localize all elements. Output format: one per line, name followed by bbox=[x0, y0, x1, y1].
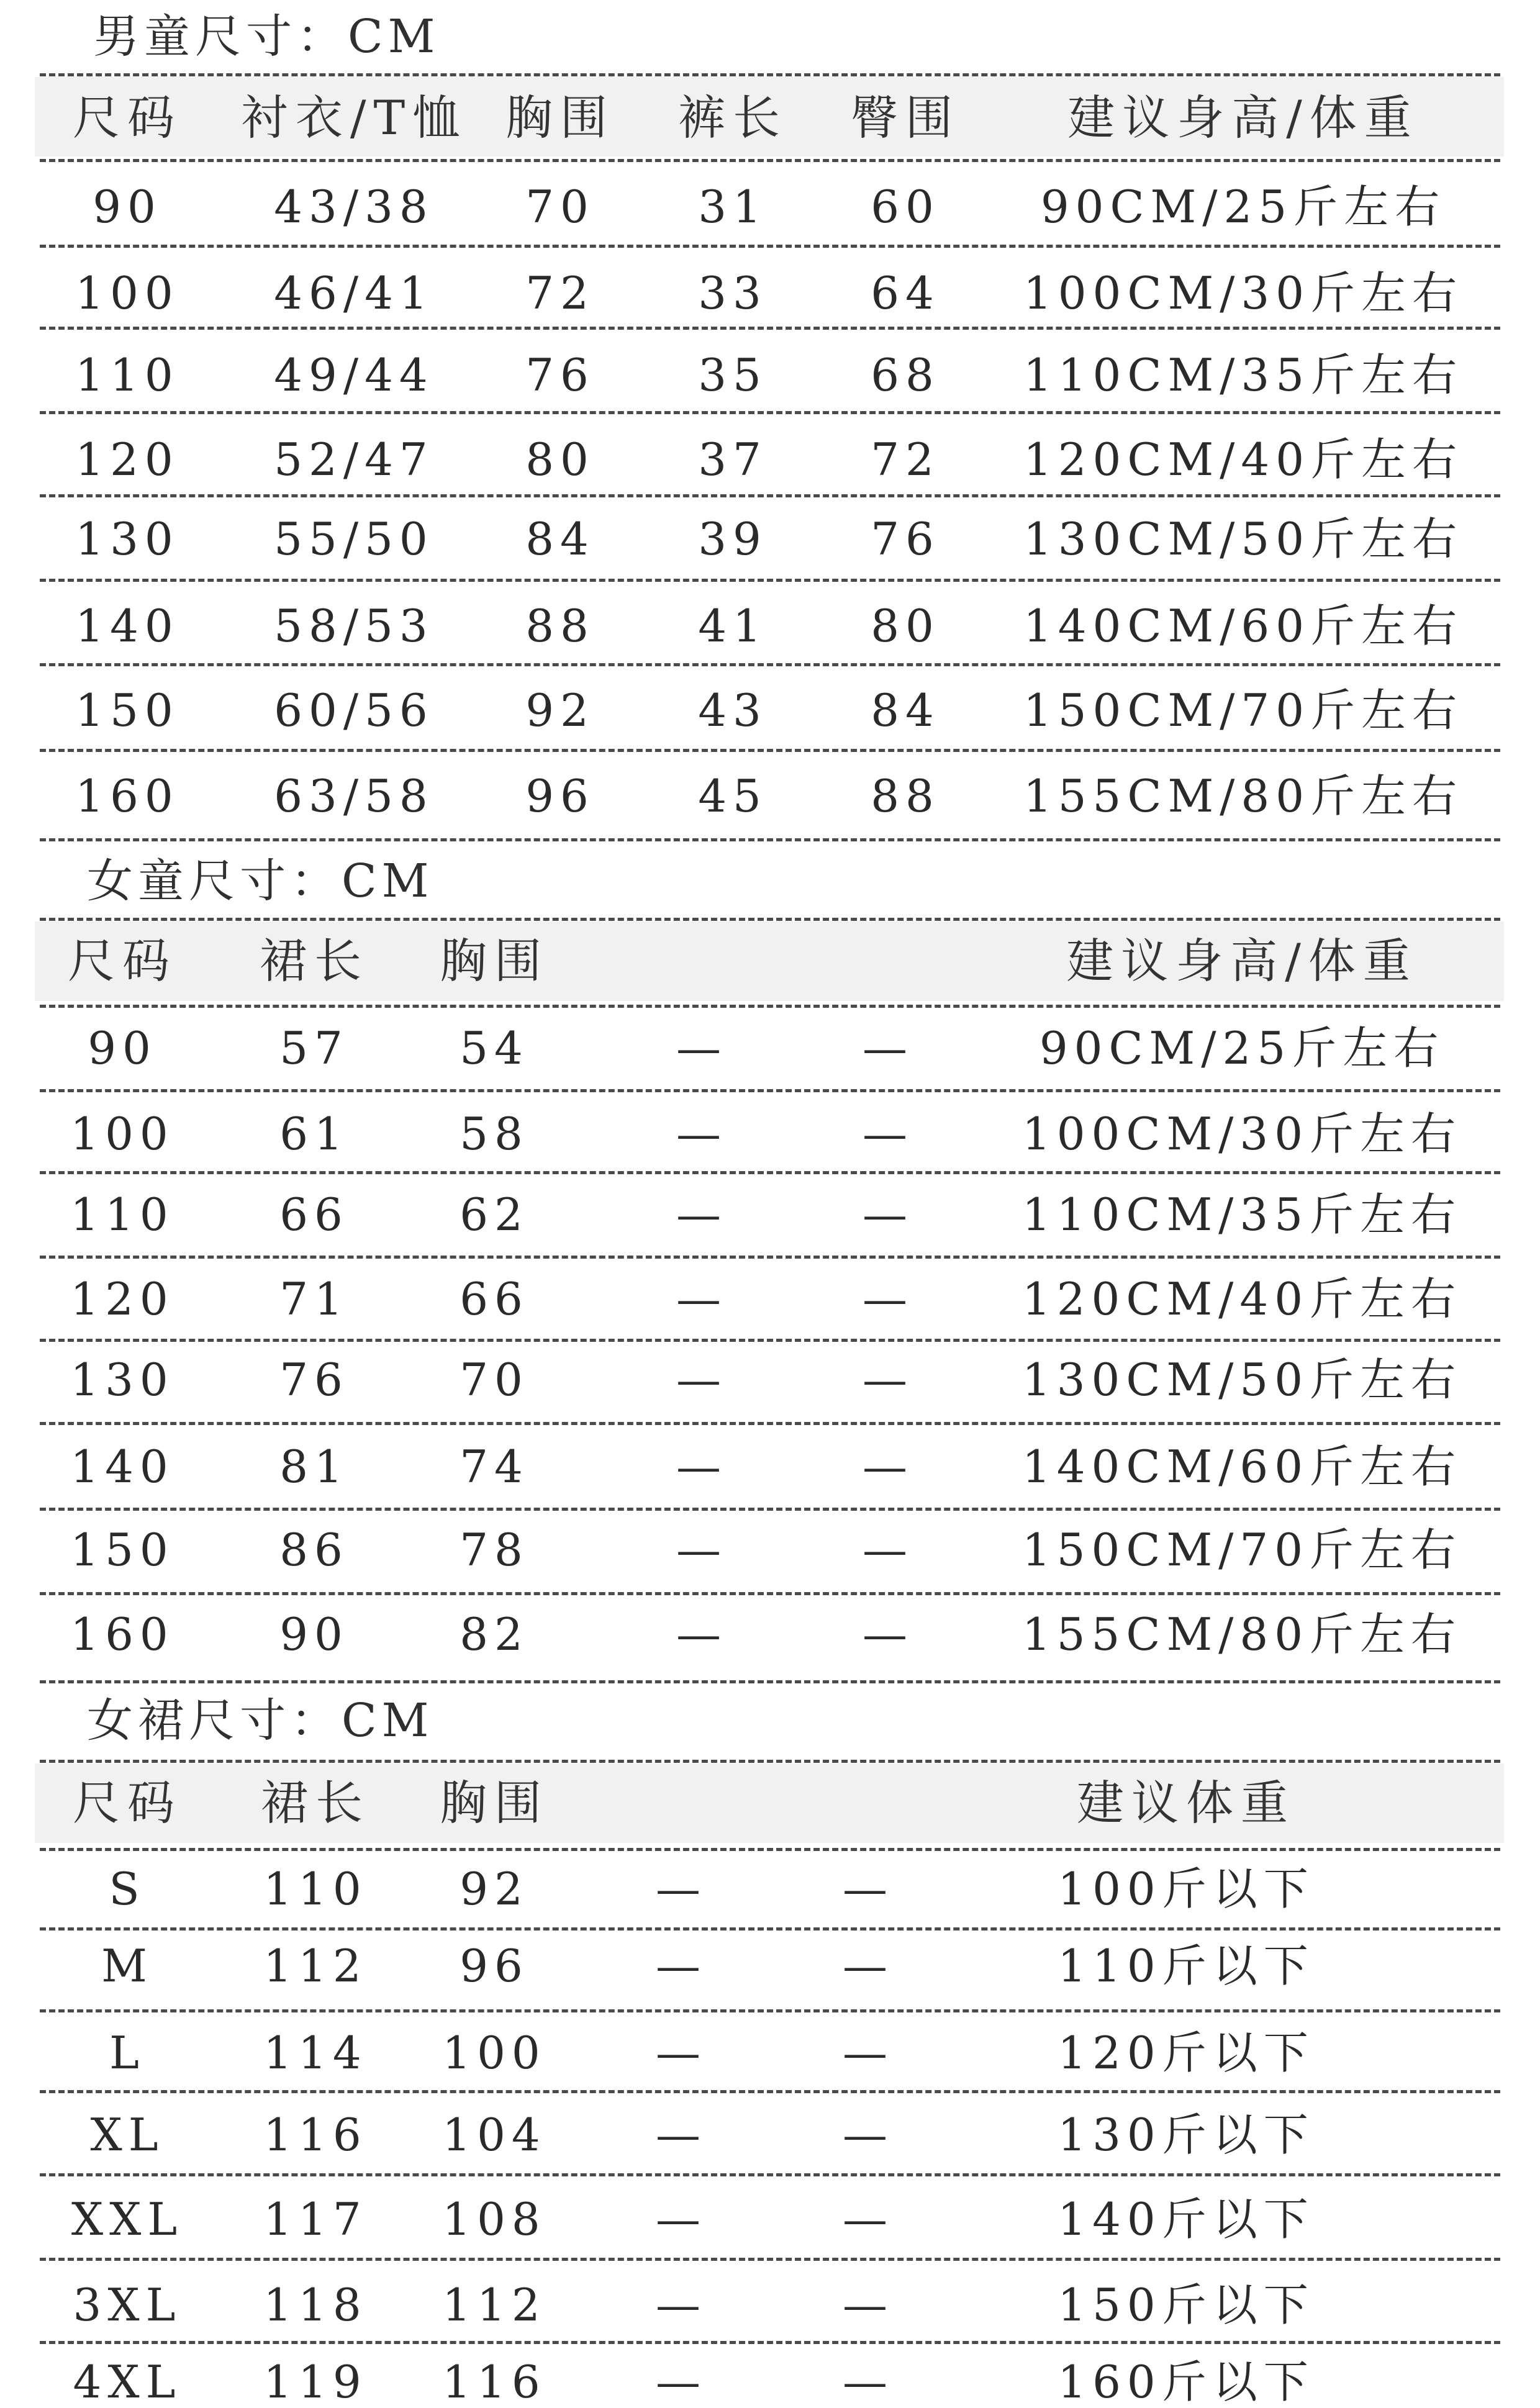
girls-row-divider bbox=[40, 1089, 1500, 1092]
boys-table-cell: 68 bbox=[871, 349, 940, 401]
womens-dress-table-cell: 110斤以下 bbox=[1058, 1940, 1315, 1992]
girls-table-cell: 76 bbox=[279, 1354, 349, 1406]
boys-header-cell: 尺码 bbox=[73, 90, 182, 145]
womens-dress-table-cell: 108 bbox=[442, 2193, 546, 2245]
womens-dress-row-divider bbox=[40, 1760, 1500, 1763]
girls-table-cell: 57 bbox=[279, 1022, 349, 1074]
boys-table-cell: 140CM/60斤左右 bbox=[1023, 600, 1464, 652]
womens-dress-table-cell: 160斤以下 bbox=[1058, 2356, 1315, 2408]
womens-dress-table-cell: 116 bbox=[442, 2356, 546, 2408]
boys-header-cell: 臀围 bbox=[851, 90, 960, 145]
girls-header-cell: 建议身高/体重 bbox=[1066, 933, 1418, 989]
womens-dress-table-cell: 112 bbox=[442, 2279, 546, 2331]
womens-dress-table-cell: 4XL bbox=[73, 2356, 182, 2408]
girls-table-cell: 61 bbox=[279, 1108, 349, 1160]
womens-dress-table-cell: L bbox=[109, 2027, 145, 2079]
boys-table-cell: 37 bbox=[698, 433, 768, 486]
boys-table-cell: 92 bbox=[525, 684, 595, 736]
womens-dress-table-cell: M bbox=[101, 1940, 153, 1992]
womens-dress-table-cell: 3XL bbox=[73, 2279, 182, 2331]
girls-header-cell: 尺码 bbox=[68, 933, 177, 989]
girls-table-cell: 90CM/25斤左右 bbox=[1039, 1022, 1445, 1074]
girls-table-cell: 150CM/70斤左右 bbox=[1021, 1524, 1462, 1576]
boys-title-unit: CM bbox=[348, 10, 440, 63]
boys-table-cell: 43/38 bbox=[274, 181, 434, 233]
womens-dress-table-cell: 117 bbox=[263, 2193, 368, 2245]
boys-table-cell: 160 bbox=[75, 770, 179, 822]
womens-dress-table-cell: XXL bbox=[71, 2193, 184, 2245]
womens-dress-section-title bbox=[87, 1694, 434, 1747]
womens-dress-row-divider bbox=[40, 2341, 1500, 2344]
girls-table-cell: — bbox=[676, 1441, 727, 1493]
girls-table-cell: 66 bbox=[460, 1273, 529, 1325]
girls-table-cell: 90 bbox=[88, 1022, 157, 1074]
girls-row-divider bbox=[40, 1508, 1500, 1511]
boys-table-cell: 39 bbox=[698, 513, 768, 565]
womens-dress-header-cell: 胸围 bbox=[440, 1775, 549, 1831]
boys-table-cell: 49/44 bbox=[274, 349, 434, 401]
boys-table-cell: 60/56 bbox=[274, 684, 434, 736]
womens-dress-table-cell: 116 bbox=[263, 2109, 368, 2161]
boys-table-cell: 88 bbox=[525, 600, 595, 652]
girls-header-cell: 胸围 bbox=[440, 933, 549, 989]
womens-dress-table-cell: 150斤以下 bbox=[1058, 2279, 1315, 2331]
boys-table-cell: 84 bbox=[525, 513, 595, 565]
girls-table-cell: 130 bbox=[70, 1354, 174, 1406]
girls-table-cell: 82 bbox=[460, 1608, 529, 1660]
girls-table-cell: 90 bbox=[279, 1608, 349, 1660]
womens-dress-table-cell: — bbox=[656, 2356, 707, 2408]
boys-row-divider bbox=[40, 73, 1500, 76]
boys-table-cell: 33 bbox=[698, 267, 768, 319]
boys-table-cell: 88 bbox=[871, 770, 940, 822]
boys-table-cell: 70 bbox=[525, 181, 595, 233]
womens-dress-row-divider bbox=[40, 1927, 1500, 1930]
girls-table-cell: 54 bbox=[460, 1022, 529, 1074]
girls-table-cell: 66 bbox=[279, 1188, 349, 1241]
girls-row-divider bbox=[40, 1171, 1500, 1174]
girls-table-cell: 62 bbox=[460, 1188, 529, 1241]
girls-table-cell: 81 bbox=[279, 1441, 349, 1493]
boys-table-cell: 72 bbox=[525, 267, 595, 319]
womens-dress-row-divider bbox=[40, 2258, 1500, 2261]
boys-table-cell: 46/41 bbox=[274, 267, 434, 319]
boys-header-cell: 胸围 bbox=[505, 90, 615, 145]
girls-table-cell: 130CM/50斤左右 bbox=[1021, 1354, 1462, 1406]
womens-dress-table-cell: 100斤以下 bbox=[1058, 1863, 1315, 1915]
womens-dress-table-cell: 100 bbox=[442, 2027, 546, 2079]
girls-title-text: 女童尺寸： bbox=[87, 854, 342, 908]
girls-header-cell: 裙长 bbox=[260, 933, 369, 989]
boys-table-cell: 100 bbox=[75, 267, 179, 319]
womens-dress-table-cell: — bbox=[656, 2193, 707, 2245]
womens-dress-table-cell: — bbox=[656, 1940, 707, 1992]
girls-table-cell: 100CM/30斤左右 bbox=[1021, 1108, 1462, 1160]
womens-dress-title-unit: CM bbox=[342, 1694, 434, 1747]
girls-table-cell: 70 bbox=[460, 1354, 529, 1406]
girls-row-divider bbox=[40, 1422, 1500, 1425]
boys-row-divider bbox=[40, 159, 1500, 162]
boys-table-cell: 90CM/25斤左右 bbox=[1040, 181, 1446, 233]
boys-row-divider bbox=[40, 663, 1500, 666]
boys-header-cell: 建议身高/体重 bbox=[1067, 90, 1419, 145]
womens-dress-table-cell: 104 bbox=[442, 2109, 546, 2161]
boys-table-cell: 120CM/40斤左右 bbox=[1023, 433, 1464, 486]
girls-row-divider bbox=[40, 1680, 1500, 1683]
womens-dress-table-cell: S bbox=[109, 1863, 146, 1915]
womens-dress-table-cell: — bbox=[843, 2109, 894, 2161]
boys-table-cell: 43 bbox=[698, 684, 768, 736]
girls-table-cell: — bbox=[863, 1188, 913, 1241]
boys-row-divider bbox=[40, 749, 1500, 752]
boys-table-cell: 58/53 bbox=[274, 600, 434, 652]
womens-dress-table-cell: — bbox=[843, 2279, 894, 2331]
womens-dress-table-cell: — bbox=[656, 2027, 707, 2079]
boys-row-divider bbox=[40, 411, 1500, 414]
boys-row-divider bbox=[40, 838, 1500, 841]
boys-table-cell: 110CM/35斤左右 bbox=[1023, 349, 1464, 401]
womens-dress-table-cell: 120斤以下 bbox=[1058, 2027, 1315, 2079]
womens-dress-table-cell: 96 bbox=[460, 1940, 529, 1992]
girls-table-cell: — bbox=[676, 1188, 727, 1241]
boys-table-cell: 90 bbox=[93, 181, 162, 233]
boys-header-cell: 裤长 bbox=[678, 90, 787, 145]
girls-row-divider bbox=[40, 918, 1500, 921]
boys-table-cell: 140 bbox=[75, 600, 179, 652]
womens-dress-row-divider bbox=[40, 2090, 1500, 2093]
girls-table-cell: — bbox=[863, 1608, 913, 1660]
girls-section-title bbox=[87, 854, 434, 908]
womens-dress-table-cell: — bbox=[656, 1863, 707, 1915]
boys-table-cell: 120 bbox=[75, 433, 179, 486]
boys-table-cell: 63/58 bbox=[274, 770, 434, 822]
womens-dress-header-cell: 裙长 bbox=[261, 1775, 370, 1831]
boys-table-cell: 45 bbox=[698, 770, 768, 822]
girls-table-cell: — bbox=[676, 1354, 727, 1406]
girls-row-divider bbox=[40, 1592, 1500, 1595]
girls-row-divider bbox=[40, 1005, 1500, 1008]
womens-dress-table-cell: — bbox=[656, 2109, 707, 2161]
womens-dress-header-cell: 尺码 bbox=[73, 1775, 182, 1831]
womens-dress-table-cell: — bbox=[843, 1863, 894, 1915]
boys-row-divider bbox=[40, 579, 1500, 582]
boys-table-cell: 35 bbox=[698, 349, 768, 401]
girls-table-cell: — bbox=[676, 1273, 727, 1325]
boys-table-cell: 110 bbox=[75, 349, 179, 401]
womens-dress-table-cell: 92 bbox=[460, 1863, 529, 1915]
womens-dress-table-cell: 119 bbox=[263, 2356, 368, 2408]
womens-dress-row-divider bbox=[40, 1848, 1500, 1851]
girls-row-divider bbox=[40, 1256, 1500, 1259]
girls-table-cell: — bbox=[676, 1022, 727, 1074]
boys-table-cell: 31 bbox=[698, 181, 768, 233]
girls-table-cell: 120 bbox=[70, 1273, 174, 1325]
boys-title-text: 男童尺寸： bbox=[93, 10, 348, 63]
womens-dress-table-cell: — bbox=[656, 2279, 707, 2331]
boys-table-cell: 55/50 bbox=[274, 513, 434, 565]
boys-section-title bbox=[93, 10, 440, 63]
boys-table-cell: 100CM/30斤左右 bbox=[1023, 267, 1464, 319]
womens-dress-table-cell: 130斤以下 bbox=[1058, 2109, 1315, 2161]
boys-table-cell: 80 bbox=[871, 600, 940, 652]
womens-dress-table-cell: — bbox=[843, 1940, 894, 1992]
womens-dress-table-cell: — bbox=[843, 2193, 894, 2245]
womens-dress-table-cell: — bbox=[843, 2356, 894, 2408]
boys-table-cell: 150CM/70斤左右 bbox=[1023, 684, 1464, 736]
womens-dress-table-cell: 114 bbox=[263, 2027, 368, 2079]
boys-table-cell: 60 bbox=[871, 181, 940, 233]
womens-dress-row-divider bbox=[40, 2009, 1500, 2012]
girls-table-cell: — bbox=[863, 1273, 913, 1325]
boys-table-cell: 52/47 bbox=[274, 433, 434, 486]
boys-header-cell: 衬衣/T恤 bbox=[240, 90, 468, 145]
womens-dress-table-cell: XL bbox=[90, 2109, 165, 2161]
girls-table-cell: 120CM/40斤左右 bbox=[1021, 1273, 1462, 1325]
girls-table-cell: — bbox=[863, 1524, 913, 1576]
womens-dress-table-cell: 140斤以下 bbox=[1058, 2193, 1315, 2245]
womens-dress-table-cell: 112 bbox=[263, 1940, 368, 1992]
girls-table-cell: — bbox=[676, 1608, 727, 1660]
boys-row-divider bbox=[40, 245, 1500, 248]
girls-table-cell: 110CM/35斤左右 bbox=[1021, 1188, 1462, 1241]
boys-row-divider bbox=[40, 494, 1500, 497]
boys-table-cell: 130CM/50斤左右 bbox=[1023, 513, 1464, 565]
boys-table-cell: 96 bbox=[525, 770, 595, 822]
boys-table-cell: 80 bbox=[525, 433, 595, 486]
boys-table-cell: 64 bbox=[871, 267, 940, 319]
womens-dress-table-cell: — bbox=[843, 2027, 894, 2079]
boys-table-cell: 41 bbox=[698, 600, 768, 652]
womens-dress-table-cell: 110 bbox=[263, 1863, 368, 1915]
girls-row-divider bbox=[40, 1339, 1500, 1342]
girls-table-cell: — bbox=[863, 1022, 913, 1074]
boys-table-cell: 72 bbox=[871, 433, 940, 486]
boys-table-cell: 150 bbox=[75, 684, 179, 736]
boys-table-cell: 155CM/80斤左右 bbox=[1023, 770, 1464, 822]
girls-table-cell: 78 bbox=[460, 1524, 529, 1576]
girls-table-cell: 58 bbox=[460, 1108, 529, 1160]
womens-dress-row-divider bbox=[40, 2173, 1500, 2176]
girls-table-cell: 140 bbox=[70, 1441, 174, 1493]
girls-title-unit: CM bbox=[342, 854, 434, 908]
womens-dress-table-cell: 118 bbox=[263, 2279, 368, 2331]
boys-table-cell: 130 bbox=[75, 513, 179, 565]
girls-table-cell: 160 bbox=[70, 1608, 174, 1660]
boys-table-cell: 84 bbox=[871, 684, 940, 736]
girls-table-cell: 100 bbox=[70, 1108, 174, 1160]
girls-table-cell: 86 bbox=[279, 1524, 349, 1576]
girls-table-cell: 140CM/60斤左右 bbox=[1021, 1441, 1462, 1493]
boys-table-cell: 76 bbox=[525, 349, 595, 401]
womens-dress-title-text: 女裙尺寸： bbox=[87, 1694, 342, 1747]
girls-table-cell: 74 bbox=[460, 1441, 529, 1493]
girls-table-cell: — bbox=[863, 1108, 913, 1160]
girls-table-cell: 110 bbox=[70, 1188, 174, 1241]
girls-table-cell: 150 bbox=[70, 1524, 174, 1576]
girls-table-cell: — bbox=[676, 1108, 727, 1160]
girls-table-cell: — bbox=[676, 1524, 727, 1576]
boys-table-cell: 76 bbox=[871, 513, 940, 565]
womens-dress-header-cell: 建议体重 bbox=[1077, 1775, 1295, 1831]
girls-table-cell: 71 bbox=[279, 1273, 349, 1325]
girls-table-cell: — bbox=[863, 1441, 913, 1493]
girls-table-cell: — bbox=[863, 1354, 913, 1406]
boys-row-divider bbox=[40, 327, 1500, 330]
girls-table-cell: 155CM/80斤左右 bbox=[1021, 1608, 1462, 1660]
